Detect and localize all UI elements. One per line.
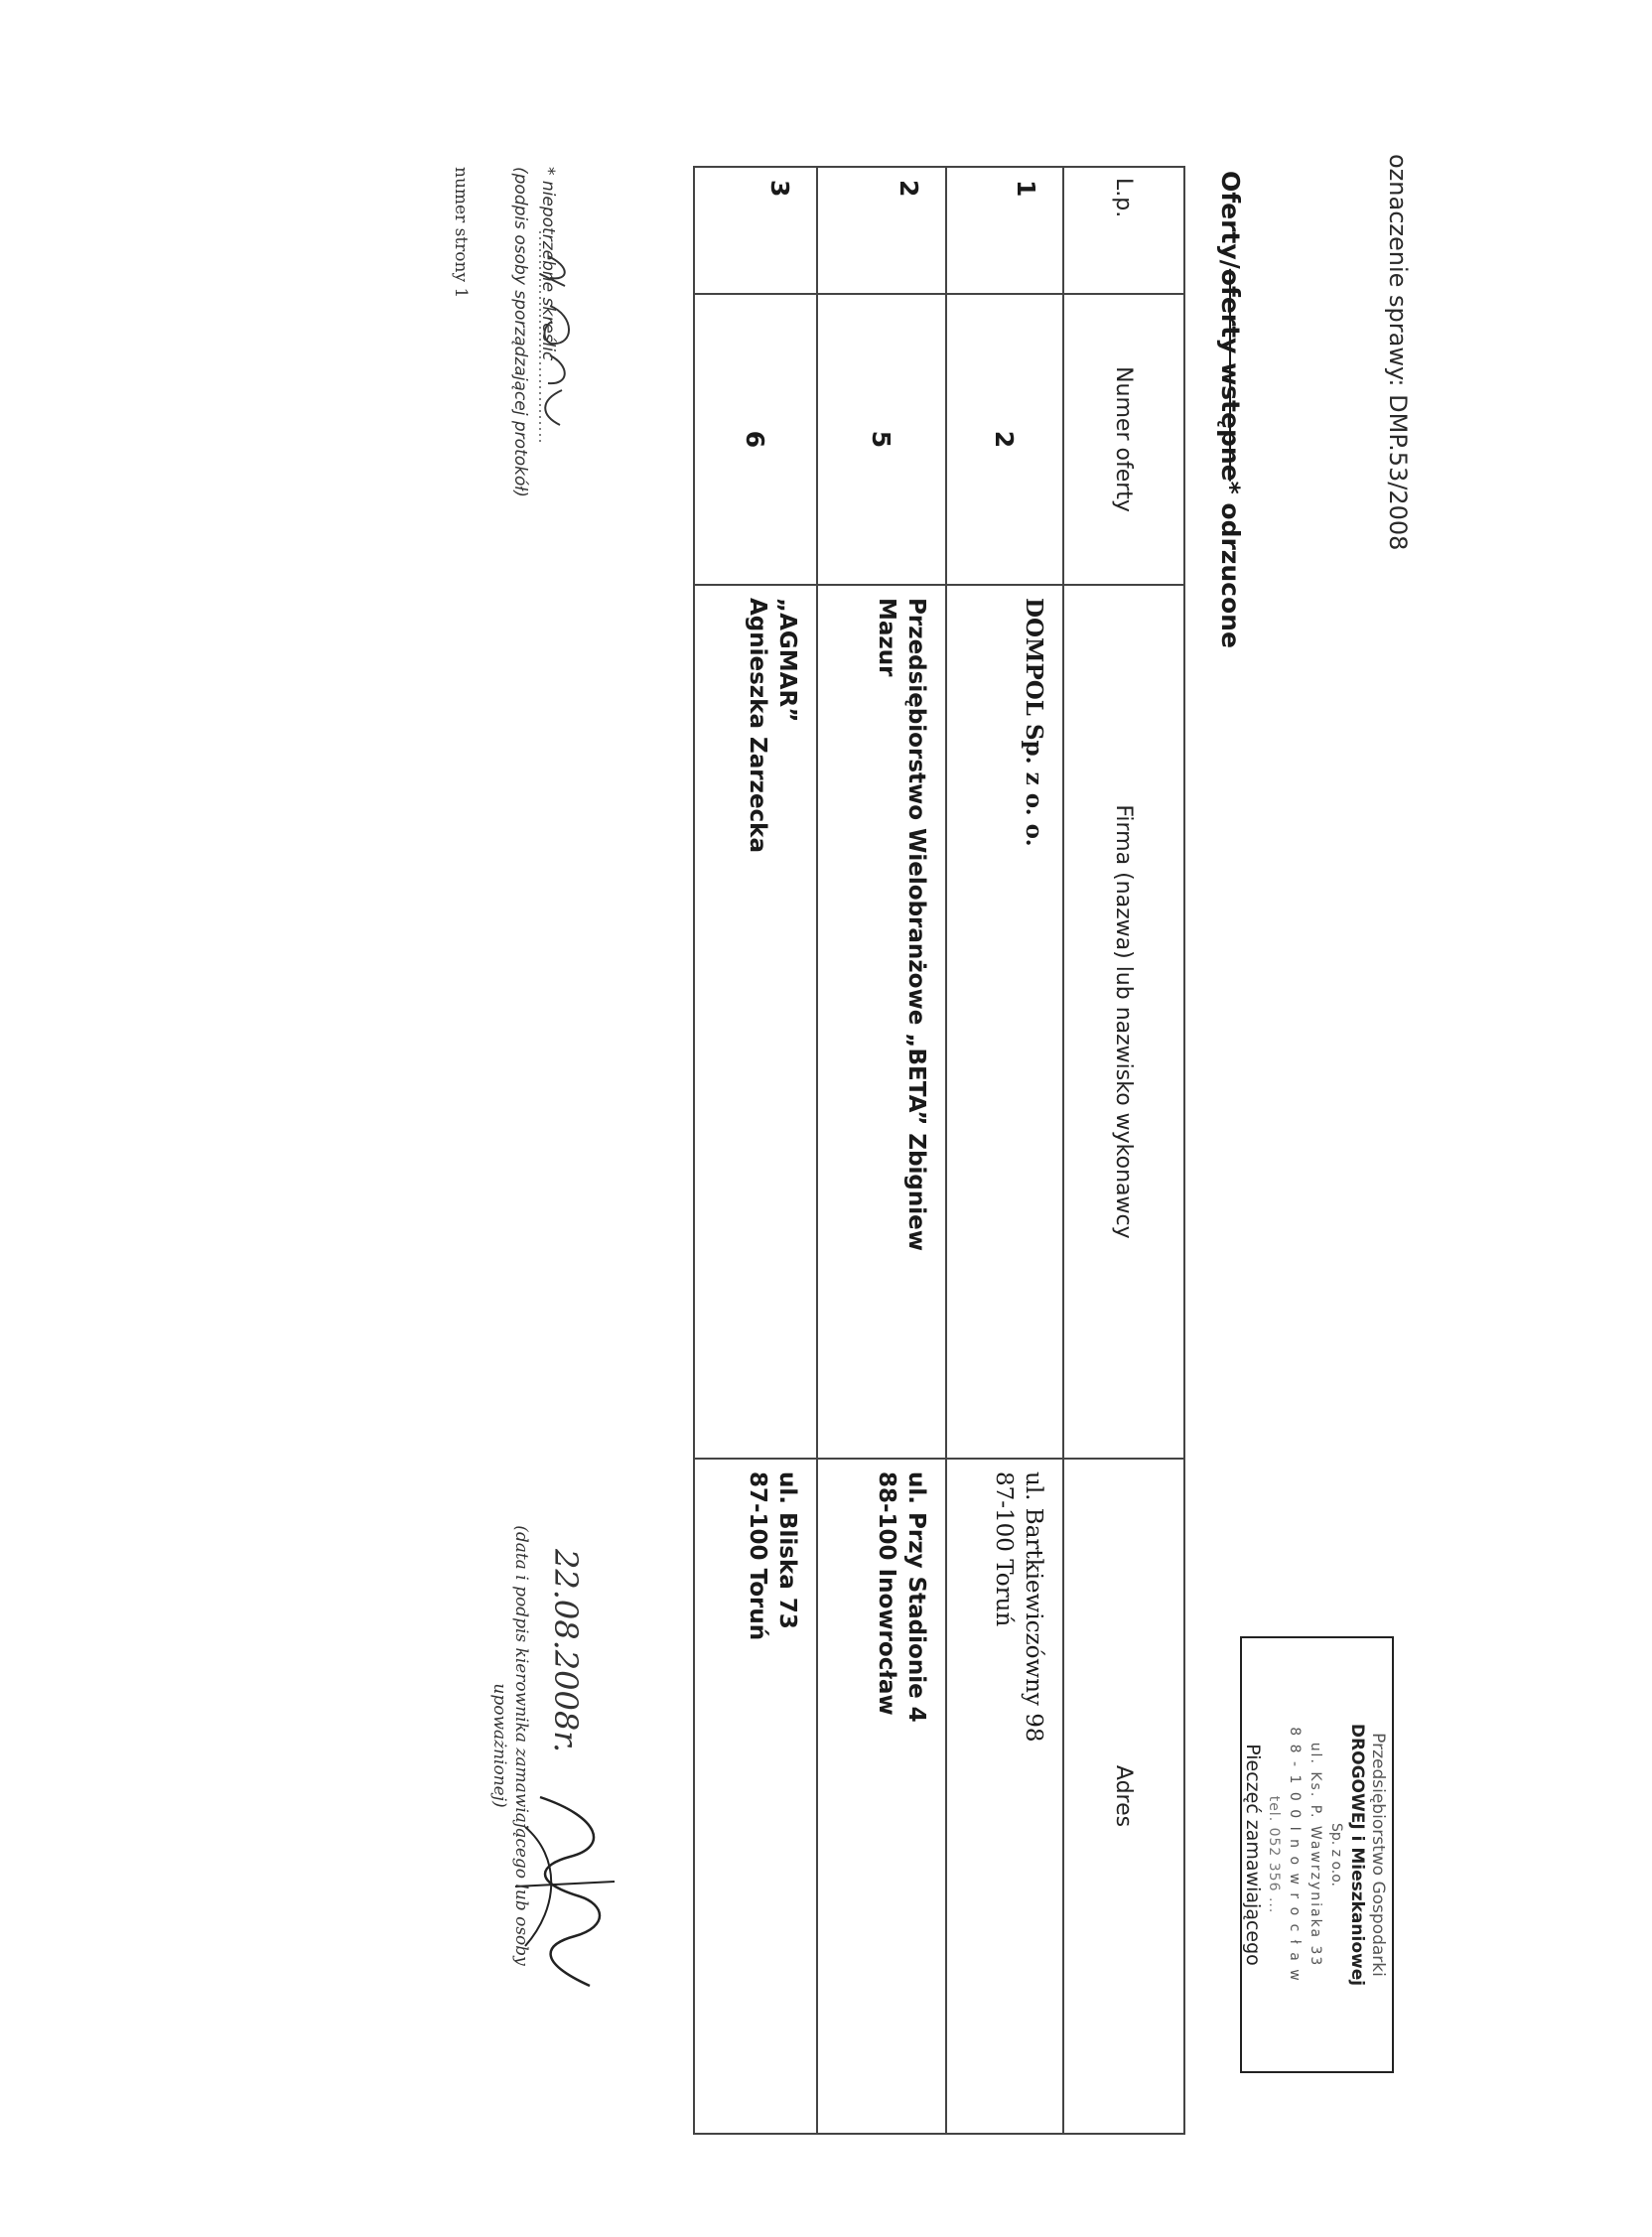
address-line-1: ul. Przy Stadionie 4	[903, 1471, 929, 1723]
stamp-line-3: Sp. z o.o.	[1328, 1822, 1344, 1887]
footnote: * niepotrzebne skreślić	[538, 167, 558, 361]
row-address	[817, 1459, 946, 2134]
row-lp: 3	[694, 167, 817, 294]
row-lp: 1	[946, 167, 1063, 294]
address-line-2: 87-100 Toruń	[991, 1471, 1017, 1627]
header-offer-number: Numer oferty	[1063, 294, 1184, 585]
company-line-2: Mazur	[874, 598, 899, 677]
signature-date: 22.08.2008r.	[547, 1549, 585, 1753]
row-address	[694, 1459, 817, 2134]
row-lp: 2	[817, 167, 946, 294]
case-reference: oznaczenie sprawy: DMP.53/2008	[1384, 154, 1412, 551]
company-line-1: DOMPOL Sp. z o. o.	[1021, 598, 1047, 847]
preparer-signature-caption: (podpis osoby sporządzającej protokół)	[510, 167, 530, 497]
stamp-line-5: 8 8 - 1 0 0 I n o w r o c ł a w	[1287, 1727, 1303, 1983]
contracting-authority-stamp	[1240, 1636, 1394, 2073]
company-line-1: Przedsiębiorstwo Wielobranżowe „BETA” Zbigniew	[903, 598, 929, 1252]
rejected-offers-table	[693, 166, 1185, 2135]
row-offer-number: 5	[817, 294, 946, 585]
stamp-line-1: Przedsiębiorstwo Gospodarki	[1368, 1733, 1388, 1977]
row-offer-number: 6	[694, 294, 817, 585]
page-title	[1216, 171, 1245, 648]
table-row	[817, 167, 946, 2134]
address-line-2: 87-100 Toruń	[745, 1471, 770, 1641]
heading-struck-text: oferty wstępne	[1216, 268, 1245, 482]
heading-part-1: Oferty/	[1216, 171, 1245, 269]
row-address	[946, 1459, 1063, 2134]
manager-signature-caption: (data i podpis kierownika zamawiającego lub osoby upoważnionej)	[489, 1525, 531, 1966]
stamp-line-6: tel. 052 356 ...	[1266, 1795, 1282, 1914]
address-line-2: 88-100 Inowrocław	[874, 1471, 899, 1716]
row-company	[817, 585, 946, 1459]
row-company	[946, 585, 1063, 1459]
address-line-1: ul. Bartkiewiczówny 98	[1021, 1471, 1046, 1743]
company-line-1: „AGMAR”	[774, 598, 800, 723]
stamp-line-4: ul. Ks. P. Wawrzyniaka 33	[1308, 1742, 1323, 1968]
table-row	[946, 167, 1063, 2134]
stamp-line-2: DROGOWEJ i Mieszkaniowej	[1347, 1723, 1367, 1987]
header-address: Adres	[1063, 1459, 1184, 2134]
heading-part-3: * odrzucone	[1216, 481, 1245, 648]
stamp-caption: Pieczęć zamawiającego	[1242, 1744, 1264, 1966]
row-offer-number: 2	[946, 294, 1063, 585]
address-line-1: ul. Bliska 73	[774, 1471, 800, 1629]
header-company: Firma (nazwa) lub nazwisko wykonawcy	[1063, 585, 1184, 1459]
table-header-row	[1063, 167, 1184, 2134]
company-line-2: Agnieszka Zarzecka	[745, 598, 770, 853]
table-row	[694, 167, 817, 2134]
page-number: numer strony 1	[451, 167, 471, 299]
header-lp: L.p.	[1063, 167, 1184, 294]
row-company	[694, 585, 817, 1459]
